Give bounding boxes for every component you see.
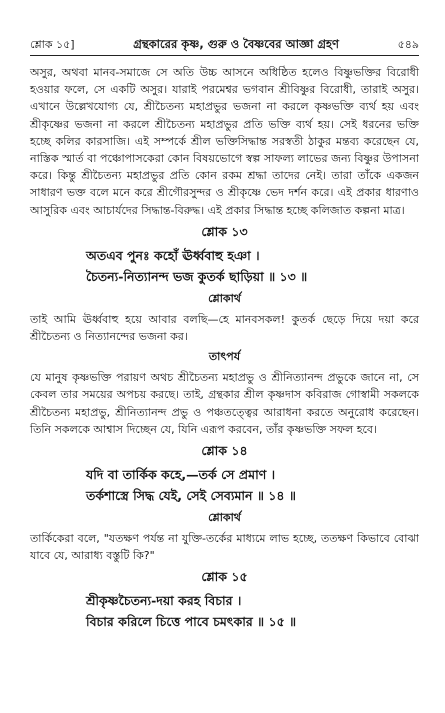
sloka-14-translation-heading: শ্লোকার্থ [208,511,241,525]
sloka-13-line-2: চৈতন্য-নিত্যানন্দ ভজ কুতর্ক ছাড়িয়া ॥ ১৩ ॥ [86,268,308,284]
sloka-13-translation: তাই আমি ঊর্ধ্ববাহু হয়ে আবার বলছি—হে মানবসকল! কুতর্ক ছেড়ে দিয়ে দয়া করে শ্রীচৈতন্য ও নিত্যানন্দের ভজনা কর। [30,312,419,344]
page-body [30,64,419,632]
sloka-14-line-2: তর্কশাস্ত্রে সিদ্ধ যেই, সেই সেব্যমান ॥ ১৪ ॥ [86,488,296,504]
sloka-14-heading: শ্লোক ১৪ [201,443,248,459]
sloka-13-purport-heading: তাৎপর্য [208,350,241,364]
header-chapter-title: গ্রন্থকারের কৃষ্ণ, গুরু ও বৈষ্ণবের আজ্ঞা গ্রহণ [133,37,339,51]
sloka-15-line-2: বিচার করিলে চিত্তে পাবে চমৎকার ॥ ১৫ ॥ [86,614,297,630]
sloka-14-translation: তার্কিকেরা বলে, "যতক্ষণ পর্যন্ত না যুক্তি-তর্কের মাধ্যমে লাভ হচ্ছে, ততক্ষণ কিভাবে বোঝা যাবে যে, আরাধ্য বস্তুটি কি?" [30,532,419,563]
sloka-13-line-1: অতএব পুনঃ কহোঁ ঊর্ধ্ববাহু হঞা । [86,247,260,263]
header-rule [30,55,419,56]
sloka-13-heading: শ্লোক ১৩ [201,223,248,239]
sloka-14-line-1: যদি বা তার্কিক কহে,—তর্ক সে প্রমাণ । [86,467,276,483]
purport-continued: অসুর, অথবা মানব-সমাজে সে অতি উচ্চ আসনে অধিষ্ঠিত হলেও বিষ্ণুভক্তির বিরোধী হওয়ার ফলে, সে একটি অসুর। যারাই পরমেশ্বর ভগবান শ্রীবিষ্ণুর বিরোধী, তারাই অসুর। এখানে উল্লেখযোগ্য যে, শ্রীচৈতন্য মহাপ্রভুর ভজনা না করলে কৃষ্ণভক্তি ব্যর্থ হয় এবং শ্রীকৃষ্ণের ভজনা না করলে শ্রীচৈতন্য মহাপ্রভুর প্রতি ভক্তি ব্যর্থ হয়। সেই ধরনের ভক্তি হচ্ছে কলির কারসাজি। এই সম্পর্কে শ্রীল ভক্তিসিদ্ধান্ত সরস্বতী ঠাকুর মন্তব্য করেছেন যে, নাস্তিক স্মার্ত বা পঞ্চোপাসকেরা কোন বিষয়ভোগে স্বল্প সাফল্য লাভের জন্য বিষ্ণুর উপাসনা করে। কিন্তু শ্রীচৈতন্য মহাপ্রভুর প্রতি কোন রকম শ্রদ্ধা তাদের নেই। তারা তাঁকে একজন সাধারণ ভক্ত বলে মনে করে শ্রীগৌরসুন্দর ও শ্রীকৃষ্ণে ভেদ দর্শন করে। এই প্রকার ধারণাও আসুরিক এবং আচার্যদের সিদ্ধান্ত-বিরুদ্ধ। এই প্রকার সিদ্ধান্ত হচ্ছে কলিজাত কল্পনা মাত্র। [30,66,419,217]
sloka-13-translation-heading: শ্লোকার্থ [208,291,241,305]
sloka-15-line-1: শ্রীকৃষ্ণচৈতন্য-দয়া করহ বিচার । [86,593,242,609]
page-number: ৫৪৯ [397,38,419,51]
sloka-15-heading: শ্লোক ১৫ [201,569,248,585]
running-header [30,36,419,55]
sloka-13-purport: যে মানুষ কৃষ্ণভক্তি পরায়ণ অথচ শ্রীচৈতন্য মহাপ্রভু ও শ্রীনিত্যানন্দ প্রভুকে জানে না, সে কেবল তার সময়ের অপচয় করছে। তাই, গ্রন্থকার শ্রীল কৃষ্ণদাস কবিরাজ গোস্বামী সকলকে শ্রীচৈতন্য মহাপ্রভু, শ্রীনিত্যানন্দ প্রভু ও পঞ্চতত্ত্বের আরাধনা করতে অনুরোধ করেছেন। তিনি সকলকে আশ্বাস দিচ্ছেন যে, যিনি এরূপ করবেন, তাঁর কৃষ্ণভক্তি সফল হবে। [30,371,419,436]
header-verse-ref: শ্লোক ১৫] [30,38,75,51]
